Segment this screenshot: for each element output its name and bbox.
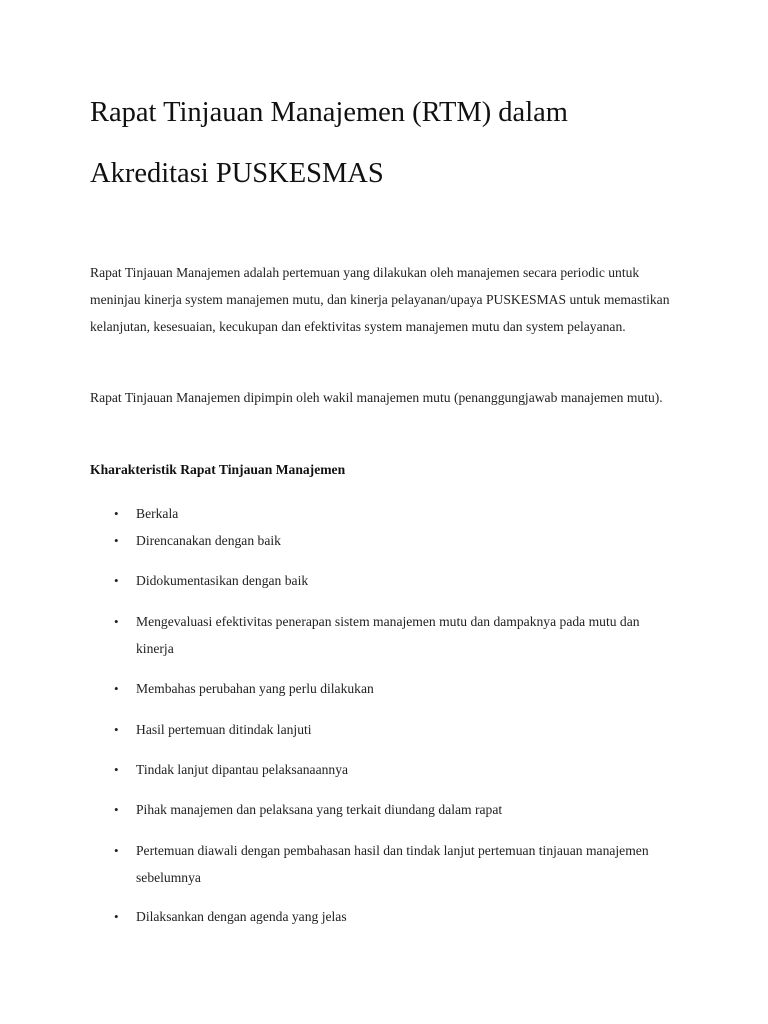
bullet-icon: • [114,802,119,817]
bullet-icon: • [114,762,119,777]
intro-paragraph: Rapat Tinjauan Manajemen adalah pertemuan yang dilakukan oleh manajemen secara periodic untuk meninjau kinerja system manajemen mutu, dan kinerja pelayanan/upaya PUSKESMAS untuk memastikan kelanjutan, kesesuaian, kecukupan dan efektivitas system manajemen mutu dan system pelayanan. [90,265,670,334]
bullet-icon: • [114,681,119,696]
list-item-text: Dilaksankan dengan agenda yang jelas [136,909,347,924]
bullet-icon: • [114,533,119,548]
bullet-icon: • [114,614,119,629]
list-item-text: Didokumentasikan dengan baik [136,573,309,588]
bullet-icon: • [114,573,119,588]
section-heading: Kharakteristik Rapat Tinjauan Manajemen [90,462,346,477]
list-item-text: Pihak manajemen dan pelaksana yang terkait diundang dalam rapat [136,802,503,817]
bullet-icon: • [114,506,119,521]
list-item [114,608,674,662]
list-item-text: Pertemuan diawali dengan pembahasan hasil dan tindak lanjut pertemuan tinjauan manajemen sebelumnya [136,843,649,885]
bullet-icon: • [114,722,119,737]
list-item [114,675,674,702]
list-item [114,567,674,594]
list-item [114,716,674,743]
list-item [114,837,674,891]
list-item-text: Mengevaluasi efektivitas penerapan sistem manajemen mutu dan dampaknya pada mutu dan kinerja [136,614,640,656]
list-item [114,796,674,823]
list-item-text: Tindak lanjut dipantau pelaksanaannya [136,762,349,777]
leader-paragraph: Rapat Tinjauan Manajemen dipimpin oleh wakil manajemen mutu (penanggungjawab manajemen mutu). [90,390,663,405]
page-title: Rapat Tinjauan Manajemen (RTM) dalam Akreditasi PUSKESMAS [90,97,568,189]
list-item-text: Direncanakan dengan baik [136,533,281,548]
list-item [114,527,674,554]
list-item-text: Berkala [136,506,179,521]
list-item-text: Membahas perubahan yang perlu dilakukan [136,681,374,696]
bullet-icon: • [114,909,119,924]
list-item [114,500,674,527]
list-item [114,903,674,930]
list-item [114,756,674,783]
list-item-text: Hasil pertemuan ditindak lanjuti [136,722,312,737]
bullet-icon: • [114,843,119,858]
